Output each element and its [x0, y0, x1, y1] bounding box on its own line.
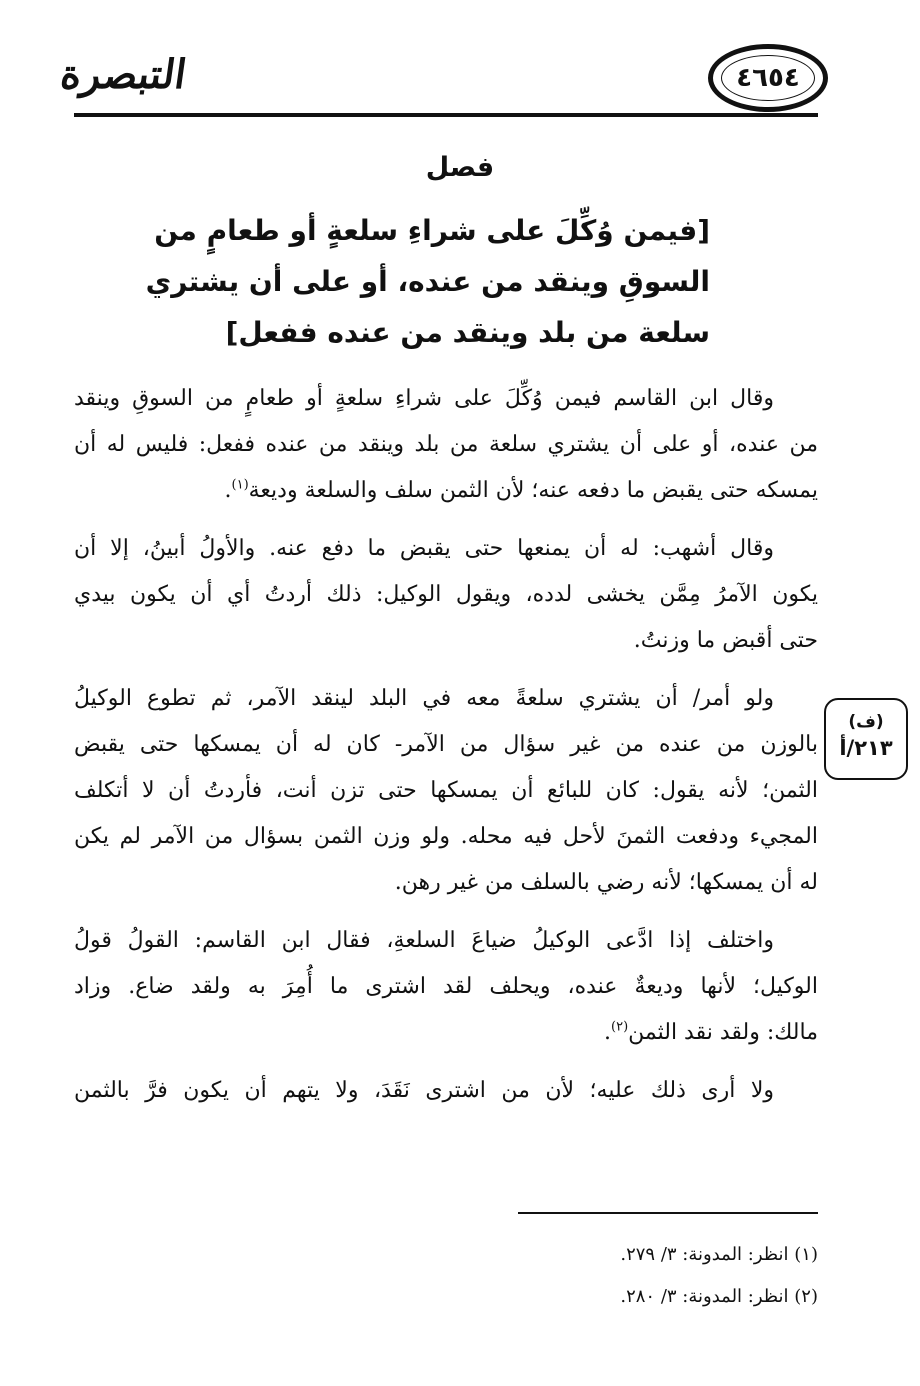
text-line: الوكيل؛ لأنها وديعةٌ عنده، ويحلف لقد اشترى ما أُمِرَ به ولقد ضاع. وزاد: [74, 974, 818, 999]
paragraph: [74, 918, 818, 1056]
text-line-with-footnote: [74, 468, 818, 514]
margin-note-label: (ف): [848, 712, 884, 732]
page-number: ٤٦٥٤: [736, 63, 800, 93]
paragraph: [74, 526, 818, 664]
text-line: يكون الآمرُ مِمَّن يخشى لدده، ويقول الوكيل: ذلك أردتُ أي أن يكون بيدي: [74, 582, 818, 607]
line-tail: .: [604, 1020, 611, 1045]
footnote-ref: (٢): [611, 1019, 629, 1035]
margin-note-folio: ٢١٣/أ: [839, 736, 893, 760]
section-label: فصل: [425, 152, 495, 183]
text-line: ولو أمر/ أن يشتري سلعةً معه في البلد لينقد الآمر، ثم تطوع الوكيلُ: [74, 686, 774, 711]
paragraph: [74, 1068, 818, 1114]
footnote: (٢) انظر: المدونة: ٣/ ٢٨٠.: [620, 1286, 818, 1307]
heading-line: [فيمن وُكِّلَ على شراءِ سلعةٍ أو طعامٍ من: [154, 214, 710, 247]
footnote-rule: [518, 1212, 818, 1214]
text-line: الثمن؛ لأنه يقول: كان للبائع أن يمسكها حتى تزن أنت، فأردتُ أن لا أتكلف: [74, 778, 818, 803]
paragraph: [74, 376, 818, 514]
margin-folio-note: [824, 698, 908, 780]
text-line: حتى أقبض ما وزنتُ.: [633, 628, 818, 653]
text-line: بالوزن من عنده من غير سؤال من الآمر- كان له أن يمسكها حتى يقبض: [74, 732, 818, 757]
text-line: واختلف إذا ادَّعى الوكيلُ ضياعَ السلعةِ، فقال ابن القاسم: القولُ قولُ: [74, 928, 774, 953]
header-rule: [74, 113, 818, 117]
text-line: وقال أشهب: له أن يمنعها حتى يقبض ما دفع عنه. والأولُ أبينُ، إلا أن: [74, 536, 774, 561]
line-tail: .: [224, 478, 232, 503]
body-text: [74, 376, 818, 1126]
heading-line: السوقِ وينقد من عنده، أو على أن يشتري: [145, 265, 710, 298]
book-title: التبصرة: [57, 51, 190, 98]
text-line: ولا أرى ذلك عليه؛ لأن من اشترى نَقَدَ، ولا يتهم أن يكون فرَّ بالثمن: [74, 1078, 774, 1103]
text-line-with-footnote: [74, 1010, 818, 1056]
text-line: المجيء ودفعت الثمنَ لأحل فيه محله. ولو وزن الثمن بسؤال من الآمر لم يكن: [74, 824, 818, 849]
text-line: وقال ابن القاسم فيمن وُكِّلَ على شراءِ سلعةٍ أو طعامٍ من السوقِ وينقد: [74, 386, 774, 411]
footnote-ref: (١): [231, 477, 249, 493]
paragraph: [74, 676, 818, 906]
line-text: مالك: ولقد نقد الثمن: [628, 1020, 818, 1045]
page-number-oval: [708, 44, 828, 112]
footnotes: [418, 1234, 818, 1318]
footnote: (١) انظر: المدونة: ٣/ ٢٧٩.: [620, 1244, 818, 1265]
line-text: يمسكه حتى يقبض ما دفعه عنه؛ لأن الثمن سلف والسلعة وديعة: [248, 478, 818, 503]
section-heading: [145, 205, 710, 358]
text-line: من عنده، أو على أن يشتري سلعة من بلد وينقد من عنده ففعل: فليس له أن: [74, 432, 818, 457]
heading-line: سلعة من بلد وينقد من عنده ففعل]: [225, 316, 710, 349]
text-line: له أن يمسكها؛ لأنه رضي بالسلف من غير رهن.: [394, 870, 818, 895]
